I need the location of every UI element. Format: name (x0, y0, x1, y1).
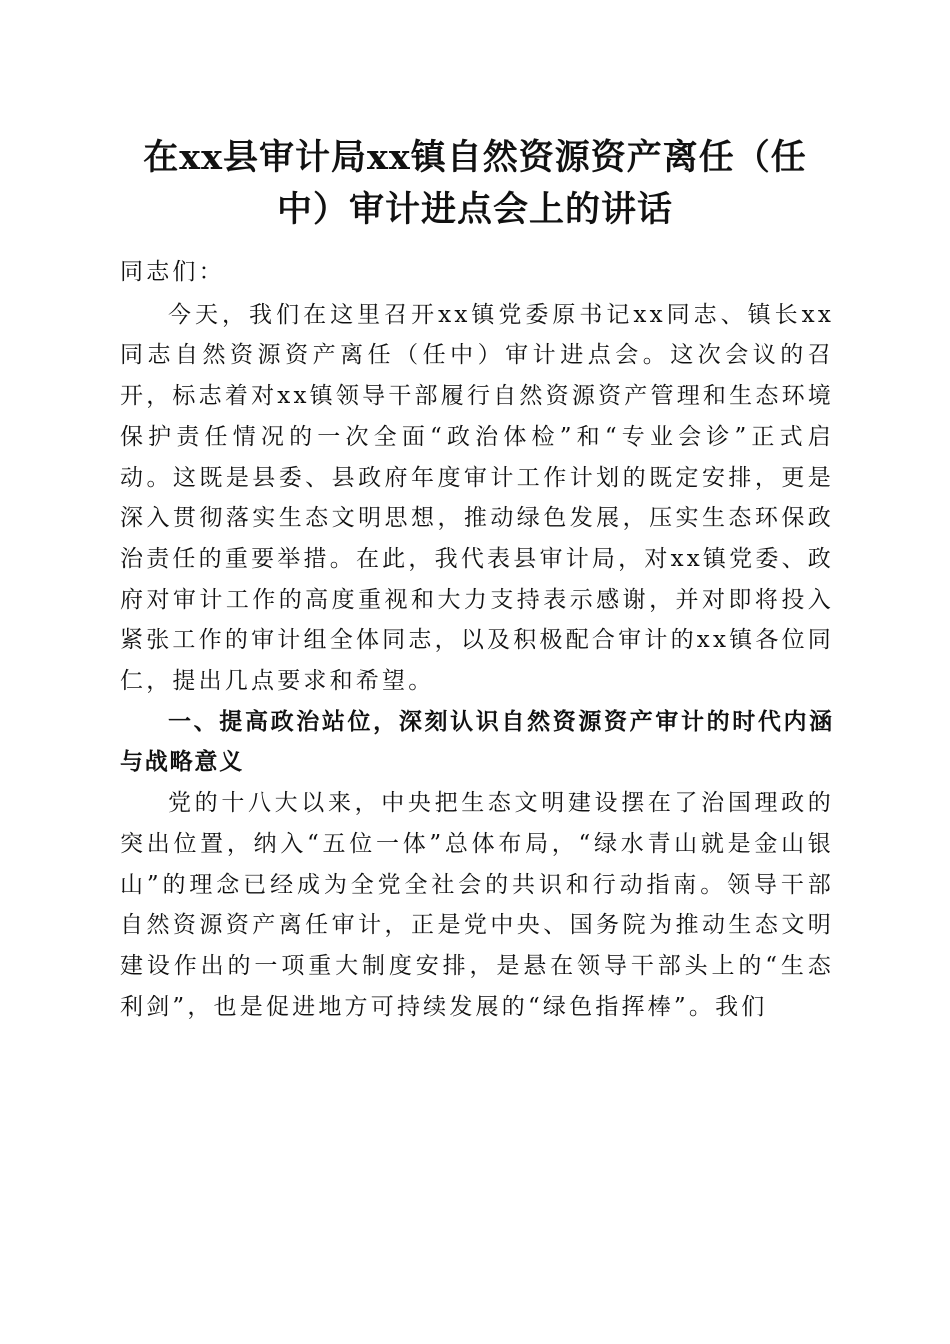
paragraph-intro: 今天，我们在这里召开xx镇党委原书记xx同志、镇长xx同志自然资源资产离任（任中）审计进点会。这次会议的召开，标志着对xx镇领导干部履行自然资源资产管理和生态环境保护责任情况的一次全面“政治体检”和“专业会诊”正式启动。这既是县委、县政府年度审计工作计划的既定安排，更是深入贯彻落实生态文明思想，推动绿色发展，压实生态环保政治责任的重要举措。在此，我代表县审计局，对xx镇党委、政府对审计工作的高度重视和大力支持表示感谢，并对即将投入紧张工作的审计组全体同志，以及积极配合审计的xx镇各位同仁，提出几点要求和希望。 (120, 301, 834, 695)
paragraph-section-1: 党的十八大以来，中央把生态文明建设摆在了治国理政的突出位置，纳入“五位一体”总体布局，“绿水青山就是金山银山”的理念已经成为全党全社会的共识和行动指南。领导干部自然资源资产离任审计，正是党中央、国务院为推动生态文明建设作出的一项重大制度安排，是悬在领导干部头上的“生态利剑”，也是促进地方可持续发展的“绿色指挥棒”。我们 (120, 790, 834, 1020)
document-title (118, 132, 832, 236)
salutation: 同志们： (120, 259, 225, 285)
title-line-2: 中）审计进点会上的讲话 (276, 189, 673, 230)
section-heading-1: 一、提高政治站位，深刻认识自然资源资产审计的时代内涵与战略意义 (120, 708, 834, 776)
document-body (120, 252, 834, 1027)
title-line-1: 在xx县审计局xx镇自然资源资产离任（任 (143, 137, 807, 178)
